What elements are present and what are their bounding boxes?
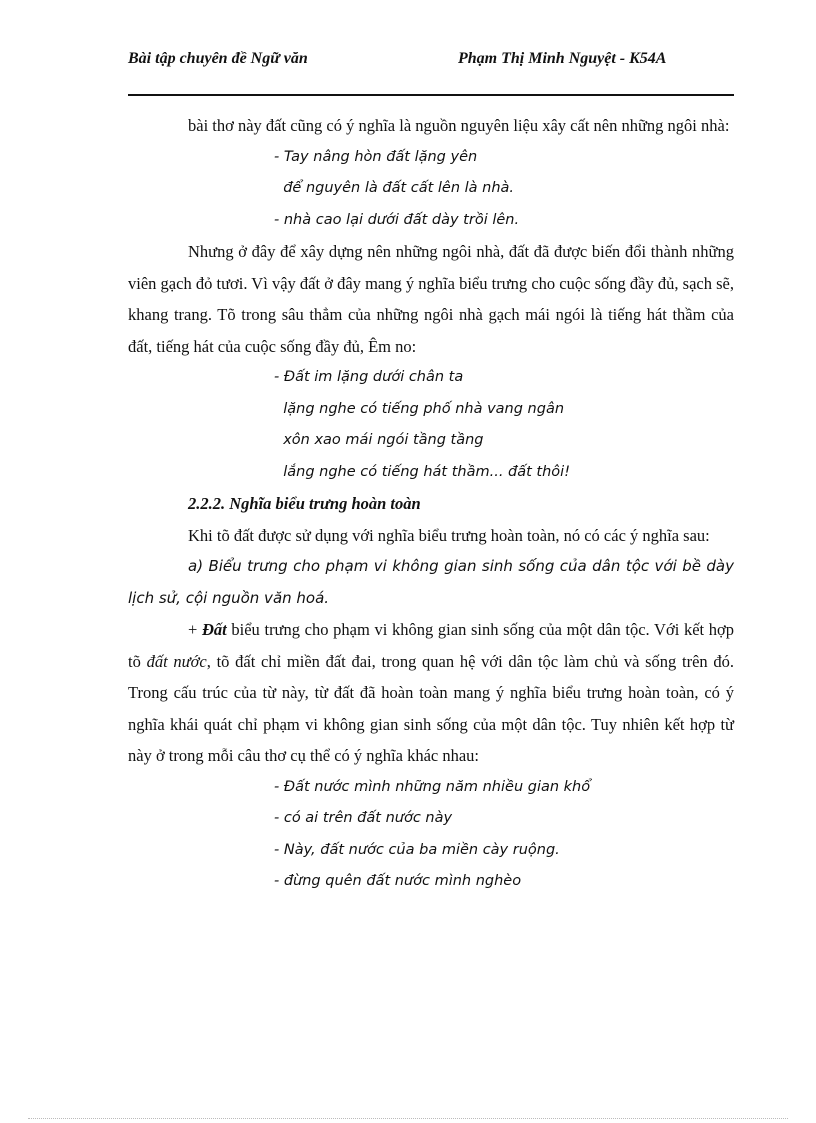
verse-line: lắng nghe có tiếng hát thầm... đất thôi! xyxy=(274,463,571,480)
italic-term: đất nước xyxy=(146,651,207,671)
verse-line: - Đất im lặng dưới chân ta xyxy=(274,369,464,385)
bullet-prefix: + xyxy=(188,620,202,639)
verse-line: - Này, đất nước của ba miền cày ruộng. xyxy=(274,841,560,858)
document-body xyxy=(128,110,734,898)
section-heading: 2.2.2. Nghĩa biểu trưng hoàn toàn xyxy=(188,494,421,513)
verse-line: - Tay nâng hòn đất lặng yên xyxy=(274,148,478,165)
verse-block xyxy=(128,142,734,237)
verse-line: - nhà cao lại dưới đất dày trồi lên. xyxy=(274,211,520,228)
paragraph: Nhưng ở đây để xây dựng nên những ngôi nhà, đất đã được biến đổi thành những viên gạch đỏ tươi. Vì vậy đất ở đây mang ý nghĩa biểu trưng cho cuộc sống đầy đủ, sạch sẽ, khang trang. Tõ trong sâu thẳm của những ngôi nhà gạch mái ngói là tiếng hát thầm của đất, tiếng hát của cuộc sống đầy đủ, Êm no: xyxy=(128,242,734,356)
verse-line: - có ai trên đất nước này xyxy=(274,810,453,826)
paragraph xyxy=(128,614,734,772)
header-author: Phạm Thị Minh Nguyệt - K54A xyxy=(458,50,667,67)
verse-line: - Đất nước mình những năm nhiều gian khổ xyxy=(274,778,591,795)
footer-divider xyxy=(28,1118,788,1119)
verse-line: xôn xao mái ngói tầng tầng xyxy=(274,432,484,448)
text-run: biểu trưng cho phạm vi không gian sinh sống của một dân tộc. Với kết hợp tõ xyxy=(128,620,735,671)
bold-term: Đất xyxy=(201,620,227,639)
text-run: , tõ đất chỉ miền đất đai, trong quan hệ với dân tộc làm chủ và sống trên đó. Trong cấu trúc của từ này, từ đất đã hoàn toàn mang ý nghĩa biểu trưng hoàn toàn, có ý nghĩa khái quát chỉ phạm vi không gian sinh sống của một dân tộc. Tuy nhiên kết hợp từ này ở trong mỗi câu thơ cụ thể có ý nghĩa khác nhau: xyxy=(128,651,734,765)
verse-block xyxy=(128,772,734,898)
header-course-title: Bài tập chuyên đề Ngữ văn xyxy=(128,50,308,67)
page-header xyxy=(128,48,734,96)
paragraph: bài thơ này đất cũng có ý nghĩa là nguồn nguyên liệu xây cất nên những ngôi nhà: xyxy=(188,116,730,135)
italic-paragraph: a) Biểu trưng cho phạm vi không gian sinh sống của dân tộc với bề dày lịch sử, cội nguồn văn hoá. xyxy=(128,557,734,607)
verse-block xyxy=(128,362,734,488)
verse-line: lặng nghe có tiếng phố nhà vang ngân xyxy=(274,400,565,417)
verse-line: - đừng quên đất nước mình nghèo xyxy=(274,873,522,889)
paragraph: Khi tõ đất được sử dụng với nghĩa biểu trưng hoàn toàn, nó có các ý nghĩa sau: xyxy=(188,525,710,545)
verse-line: để nguyên là đất cất lên là nhà. xyxy=(274,180,515,196)
